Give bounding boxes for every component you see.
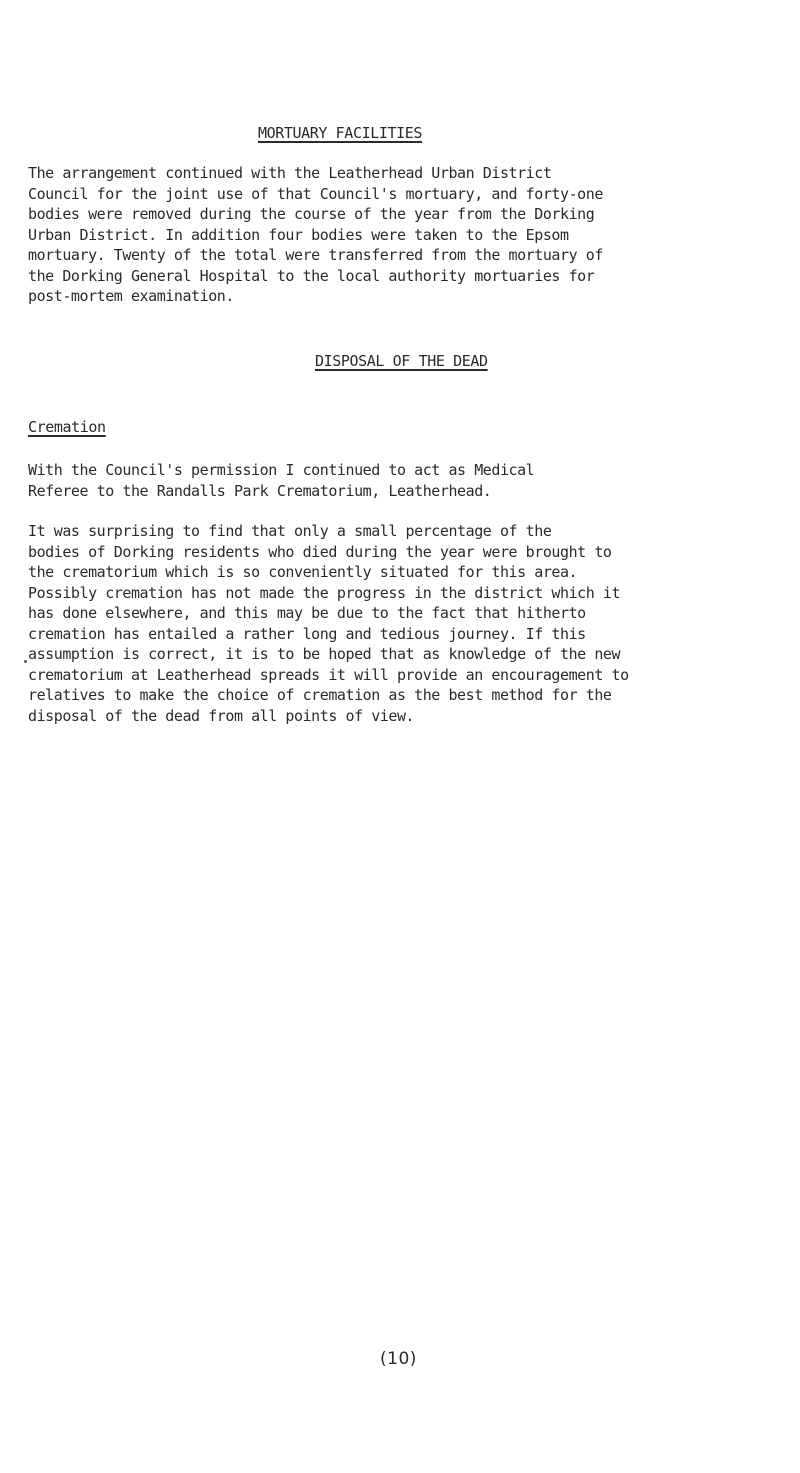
cremation-paragraph-referee: With the Council's permission I continued to act as Medical Referee to the Randalls Park Crematorium, Leatherhead. <box>28 461 535 500</box>
page-number: (10) <box>380 1349 417 1369</box>
mortuary-paragraph: The arrangement continued with the Leatherhead Urban District Council for the joint use of that Council's mortuary, and forty-one bodies were removed during the course of the year from the Dorking Urban District. In addition four bodies were taken to the Epsom mortuary. Twenty of the total were transferred from the mortuary of the Dorking General Hospital to the local authority mortuaries for post-mortem examination. <box>28 164 603 305</box>
mortuary-facilities-heading: MORTUARY FACILITIES <box>258 124 422 142</box>
scan-speck <box>24 660 27 663</box>
cremation-subheading: Cremation <box>28 418 106 436</box>
cremation-paragraph-percentage: It was surprising to find that only a small percentage of the bodies of Dorking residents who died during the year were brought to the crematorium which is so conveniently situated for this area. Possibly cremation has not made the progress in the district which it has done elsewhere, and this may be due to the fact that hitherto cremation has entailed a rather long and tedious journey. If this assumption is correct, it is to be hoped that as knowledge of the new crematorium at Leatherhead spreads it will provide an encouragement to relatives to make the choice of cremation as the best method for the disposal of the dead from all points of view. <box>28 522 629 725</box>
disposal-of-dead-heading: DISPOSAL OF THE DEAD <box>315 352 488 370</box>
